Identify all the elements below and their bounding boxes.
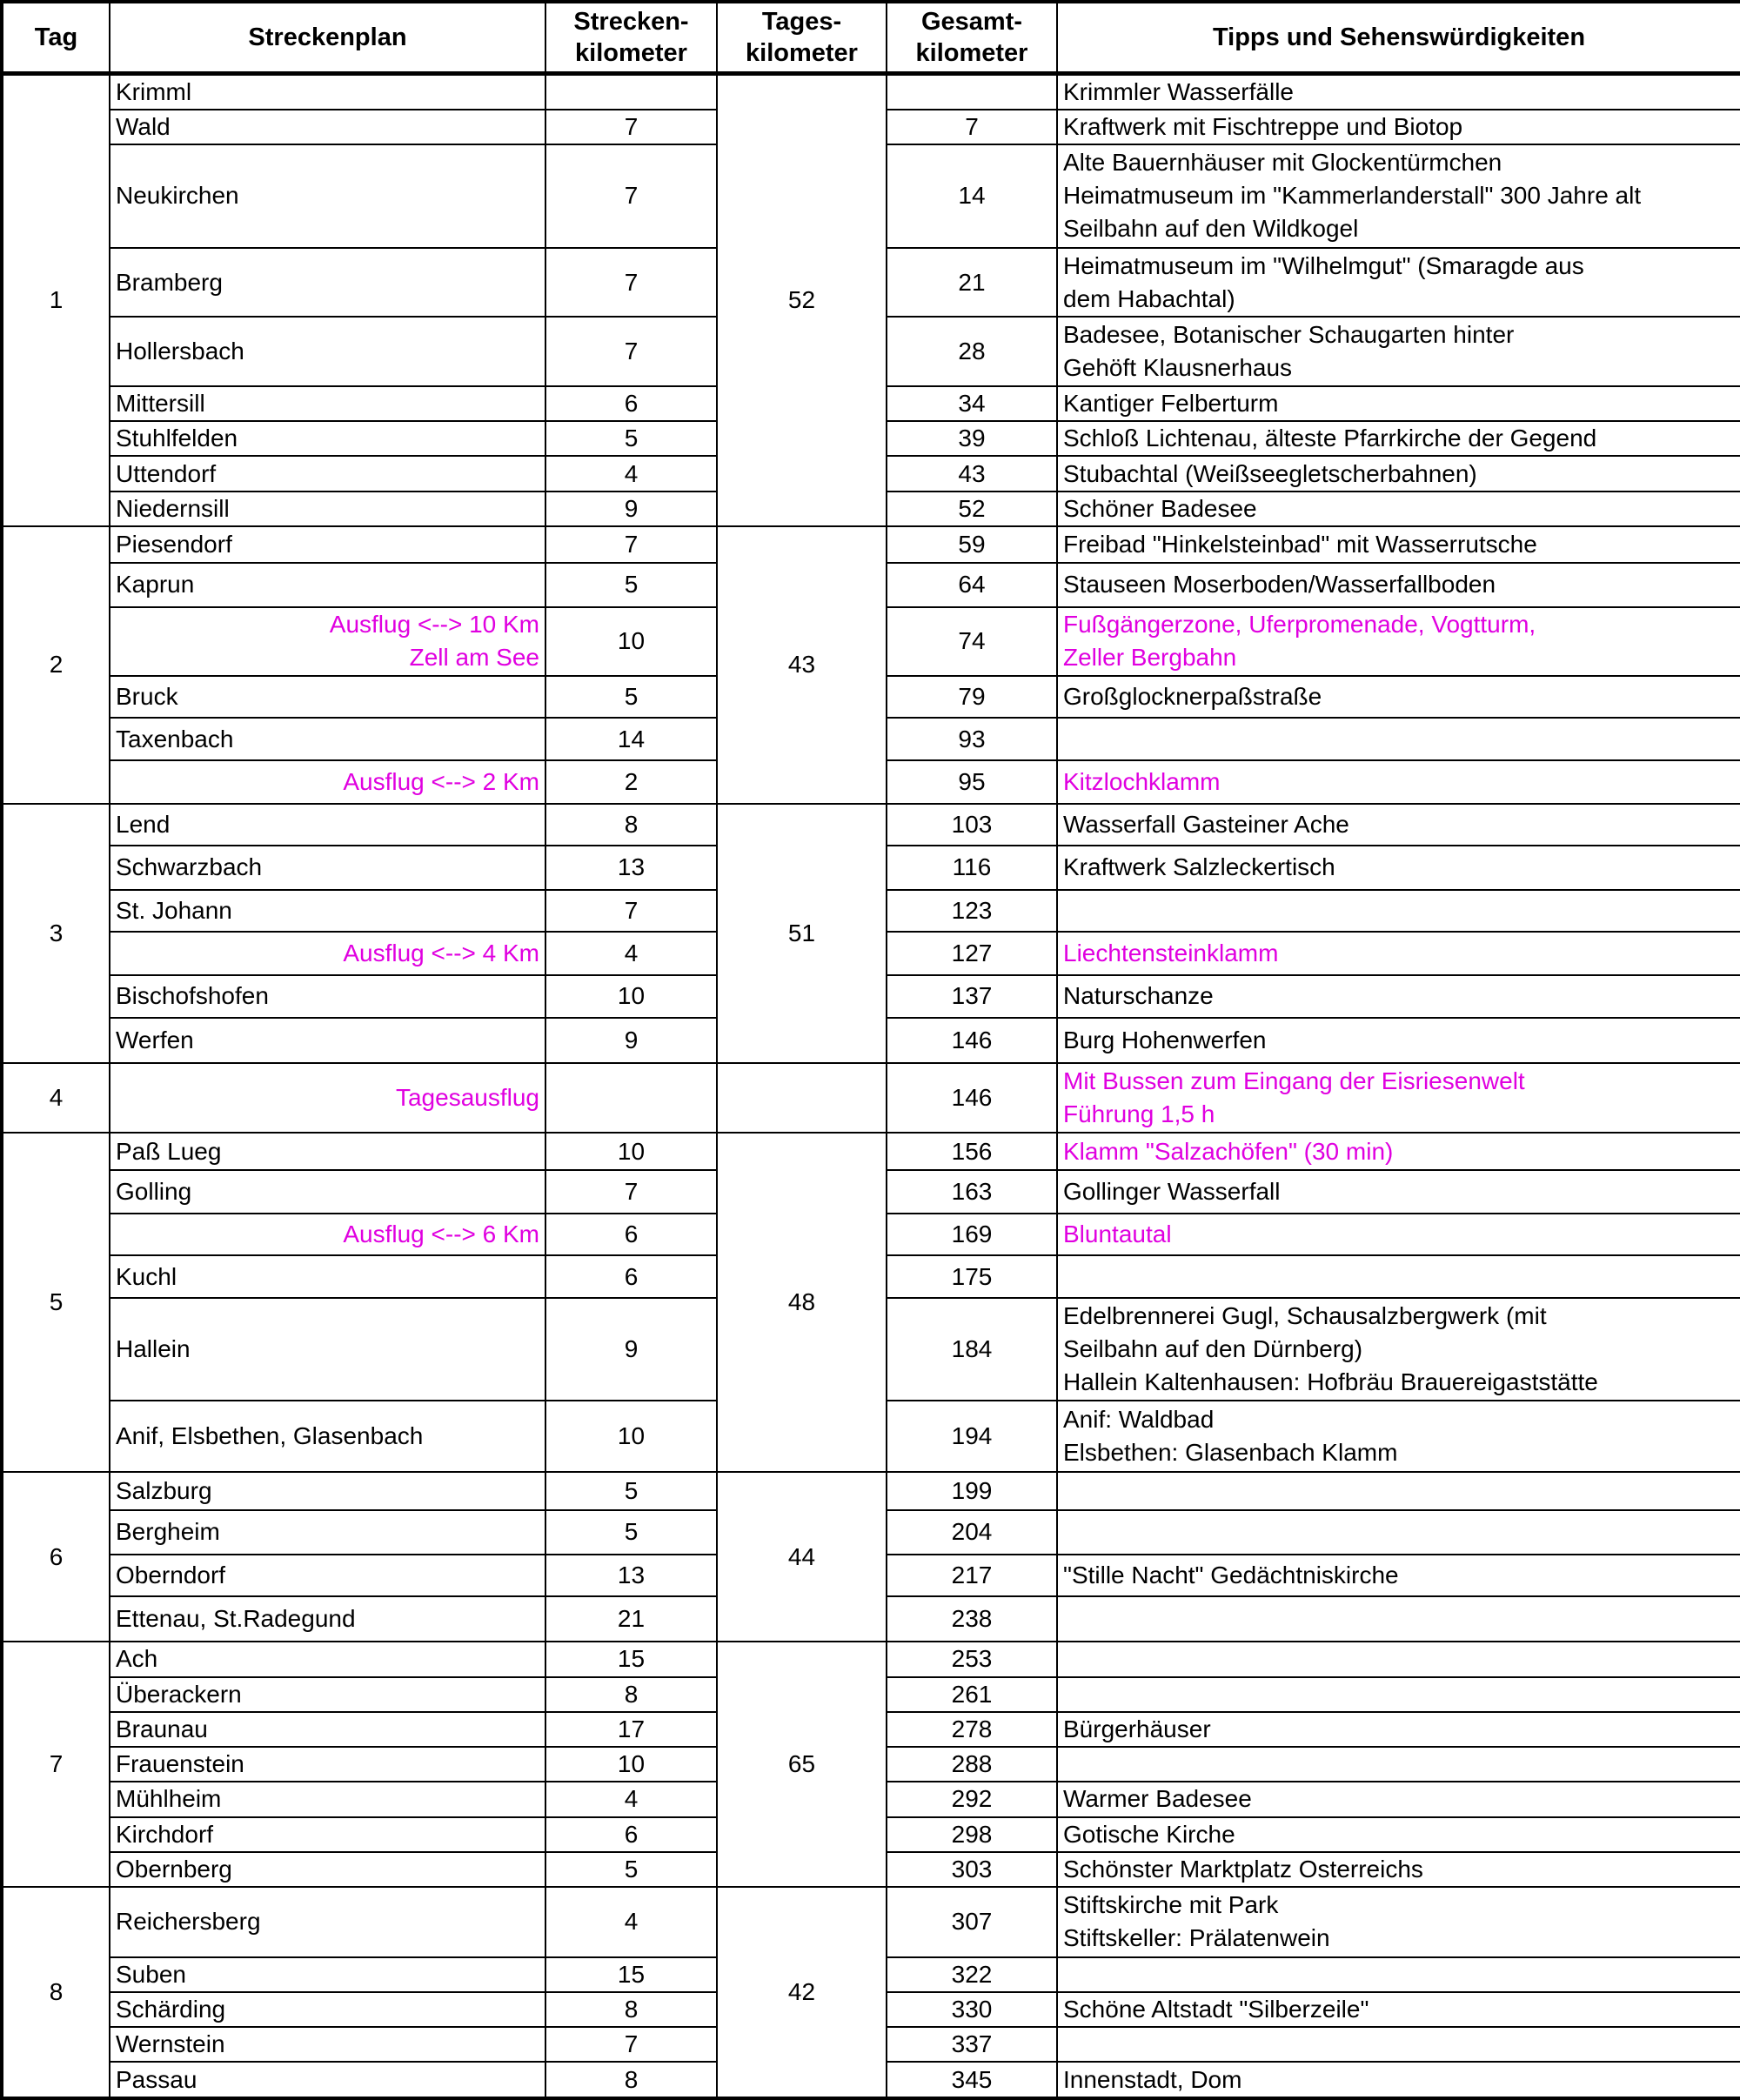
tip-line: Stauseen Moserboden/Wasserfallboden [1063, 571, 1496, 599]
tips-cell [1057, 144, 1740, 248]
segment-km-cell: 10 [545, 1133, 717, 1169]
total-km-cell: 337 [887, 2027, 1057, 2062]
tips-cell [1057, 563, 1740, 606]
header-segment-km: Strecken- kilometer [545, 2, 717, 73]
tip-line: Gotische Kirche [1063, 1820, 1235, 1848]
tips-cell [1057, 676, 1740, 718]
day-number-cell: 1 [2, 73, 110, 526]
segment-km-cell: 6 [545, 1214, 717, 1255]
tip-line: dem Habachtal) [1063, 284, 1235, 312]
total-km-cell: 156 [887, 1133, 1057, 1169]
tip-line: Zeller Bergbahn [1063, 644, 1237, 672]
total-km-cell: 127 [887, 932, 1057, 975]
tip-line: Fußgängerzone, Uferpromenade, Vogtturm, [1063, 611, 1536, 639]
tip-line: Anif: Waldbad [1063, 1406, 1215, 1434]
segment-km-cell: 9 [545, 492, 717, 526]
tips-cell [1057, 248, 1740, 318]
place-cell: Ausflug <--> 4 Km [110, 932, 545, 975]
place-cell: Mittersill [110, 386, 545, 421]
segment-km-cell: 21 [545, 1596, 717, 1642]
segment-km-cell: 9 [545, 1298, 717, 1401]
total-km-cell: 330 [887, 1992, 1057, 2027]
segment-km-cell: 14 [545, 718, 717, 759]
place-cell: Ausflug <--> 2 Km [110, 760, 545, 804]
tip-line: Burg Hohenwerfen [1063, 1026, 1267, 1053]
total-km-cell: 345 [887, 2062, 1057, 2098]
total-km-cell: 303 [887, 1852, 1057, 1887]
tips-cell [1057, 1555, 1740, 1596]
segment-km-cell: 6 [545, 1817, 717, 1852]
segment-km-cell: 5 [545, 1852, 717, 1887]
table-row [2, 1133, 1740, 1169]
segment-km-cell: 7 [545, 110, 717, 144]
tips-cell [1057, 1018, 1740, 1063]
place-cell: Uttendorf [110, 456, 545, 491]
place-cell: Hollersbach [110, 317, 545, 386]
tip-line: Kantiger Felberturm [1063, 389, 1279, 417]
place-cell: Überackern [110, 1677, 545, 1712]
tips-cell [1057, 1596, 1740, 1642]
table-row [2, 1472, 1740, 1510]
segment-km-cell: 17 [545, 1712, 717, 1747]
tip-line: Schloß Lichtenau, älteste Pfarrkirche der Gegend [1063, 425, 1597, 452]
total-km-cell: 95 [887, 760, 1057, 804]
total-km-cell: 253 [887, 1642, 1057, 1676]
total-km-cell [887, 73, 1057, 110]
tips-cell [1057, 1063, 1740, 1134]
tips-cell [1057, 386, 1740, 421]
place-cell: Kirchdorf [110, 1817, 545, 1852]
segment-km-cell: 5 [545, 421, 717, 456]
day-number-cell: 8 [2, 1887, 110, 2098]
total-km-cell: 194 [887, 1401, 1057, 1472]
tip-line: Kitzlochklamm [1063, 767, 1221, 795]
place-cell: Anif, Elsbethen, Glasenbach [110, 1401, 545, 1472]
segment-km-cell: 4 [545, 1782, 717, 1816]
tips-cell [1057, 2027, 1740, 2062]
tips-cell [1057, 1298, 1740, 1401]
place-cell: Golling [110, 1170, 545, 1214]
total-km-cell: 64 [887, 563, 1057, 606]
place-cell: Ach [110, 1642, 545, 1676]
total-km-cell: 123 [887, 890, 1057, 932]
segment-km-cell: 10 [545, 607, 717, 677]
total-km-cell: 34 [887, 386, 1057, 421]
segment-km-cell: 7 [545, 144, 717, 248]
tip-line: Führung 1,5 h [1063, 1100, 1215, 1128]
segment-km-cell: 13 [545, 846, 717, 889]
place-cell: Reichersberg [110, 1887, 545, 1957]
tip-line: Schönster Marktplatz Osterreichs [1063, 1855, 1423, 1883]
place-cell: Bruck [110, 676, 545, 718]
tip-line: Schöne Altstadt "Silberzeile" [1063, 1996, 1369, 2023]
total-km-cell: 103 [887, 804, 1057, 846]
tips-cell [1057, 317, 1740, 386]
tip-line: Klamm "Salzachöfen" (30 min) [1063, 1137, 1394, 1165]
day-km-cell: 52 [717, 73, 887, 526]
segment-km-cell: 10 [545, 975, 717, 1017]
tip-line: Warmer Badesee [1063, 1785, 1252, 1813]
place-cell: Lend [110, 804, 545, 846]
segment-km-cell: 4 [545, 932, 717, 975]
tips-cell [1057, 1170, 1740, 1214]
total-km-cell: 169 [887, 1214, 1057, 1255]
total-km-cell: 199 [887, 1472, 1057, 1510]
table-row [2, 526, 1740, 563]
tip-line: Elsbethen: Glasenbach Klamm [1063, 1439, 1398, 1467]
tips-cell [1057, 492, 1740, 526]
total-km-cell: 292 [887, 1782, 1057, 1816]
tips-cell [1057, 890, 1740, 932]
tip-line: Schöner Badesee [1063, 494, 1257, 522]
tip-line: Mit Bussen zum Eingang der Eisriesenwelt [1063, 1067, 1525, 1095]
tips-cell [1057, 1852, 1740, 1887]
place-cell: Ettenau, St.Radegund [110, 1596, 545, 1642]
segment-km-cell: 7 [545, 248, 717, 318]
place-cell: Suben [110, 1957, 545, 1992]
place-cell [110, 607, 545, 677]
segment-km-cell: 8 [545, 2062, 717, 2098]
tips-cell [1057, 1887, 1740, 1957]
tips-cell [1057, 846, 1740, 889]
segment-km-cell: 7 [545, 317, 717, 386]
tip-line: Badesee, Botanischer Schaugarten hinter [1063, 321, 1515, 349]
tip-line: Kraftwerk mit Fischtreppe und Biotop [1063, 112, 1463, 140]
place-cell: St. Johann [110, 890, 545, 932]
total-km-cell: 28 [887, 317, 1057, 386]
total-km-cell: 163 [887, 1170, 1057, 1214]
total-km-cell: 74 [887, 607, 1057, 677]
tip-line: Naturschanze [1063, 982, 1214, 1010]
day-number-cell: 7 [2, 1642, 110, 1887]
place-cell: Niedernsill [110, 492, 545, 526]
tips-cell [1057, 1472, 1740, 1510]
total-km-cell: 278 [887, 1712, 1057, 1747]
place-cell: Krimml [110, 73, 545, 110]
total-km-cell: 175 [887, 1255, 1057, 1297]
day-km-cell: 48 [717, 1133, 887, 1472]
segment-km-cell: 15 [545, 1957, 717, 1992]
tip-line: Kraftwerk Salzleckertisch [1063, 853, 1335, 881]
total-km-cell: 261 [887, 1677, 1057, 1712]
place-cell: Bischofshofen [110, 975, 545, 1017]
segment-km-cell: 13 [545, 1555, 717, 1596]
header-tips: Tipps und Sehenswürdigkeiten [1057, 2, 1740, 73]
place-cell: Piesendorf [110, 526, 545, 563]
place-cell: Tagesausflug [110, 1063, 545, 1134]
tip-line: Seilbahn auf den Dürnberg) [1063, 1335, 1363, 1363]
total-km-cell: 137 [887, 975, 1057, 1017]
tips-cell [1057, 1255, 1740, 1297]
place-cell: Paß Lueg [110, 1133, 545, 1169]
segment-km-cell: 5 [545, 676, 717, 718]
tip-line: Freibad "Hinkelsteinbad" mit Wasserrutsche [1063, 531, 1537, 558]
place-cell: Werfen [110, 1018, 545, 1063]
day-number-cell: 3 [2, 804, 110, 1063]
tips-cell [1057, 1747, 1740, 1782]
tip-line: Alte Bauernhäuser mit Glockentürmchen [1063, 149, 1502, 177]
tip-line: Seilbahn auf den Wildkogel [1063, 215, 1359, 243]
total-km-cell: 116 [887, 846, 1057, 889]
tips-cell [1057, 73, 1740, 110]
tip-line: Bürgerhäuser [1063, 1715, 1211, 1742]
place-line: Ausflug <--> 10 Km [329, 611, 539, 639]
tip-line: Edelbrennerei Gugl, Schausalzbergwerk (mit [1063, 1302, 1547, 1330]
table-row [2, 1642, 1740, 1676]
segment-km-cell: 2 [545, 760, 717, 804]
place-cell: Kaprun [110, 563, 545, 606]
place-cell: Braunau [110, 1712, 545, 1747]
segment-km-cell: 7 [545, 1170, 717, 1214]
total-km-cell: 39 [887, 421, 1057, 456]
total-km-cell: 14 [887, 144, 1057, 248]
tips-cell [1057, 2062, 1740, 2098]
tips-cell [1057, 110, 1740, 144]
segment-km-cell: 8 [545, 1677, 717, 1712]
day-number-cell: 2 [2, 526, 110, 804]
total-km-cell: 322 [887, 1957, 1057, 1992]
day-km-cell: 65 [717, 1642, 887, 1887]
place-cell: Obernberg [110, 1852, 545, 1887]
tip-line: Großglocknerpaßstraße [1063, 683, 1322, 711]
day-number-cell: 5 [2, 1133, 110, 1472]
header-total-km: Gesamt- kilometer [887, 2, 1057, 73]
header-day-km: Tages- kilometer [717, 2, 887, 73]
total-km-cell: 93 [887, 718, 1057, 759]
table-row [2, 1887, 1740, 1957]
segment-km-cell: 7 [545, 2027, 717, 2062]
tips-cell [1057, 804, 1740, 846]
tips-cell [1057, 1510, 1740, 1554]
segment-km-cell: 4 [545, 1887, 717, 1957]
segment-km-cell: 6 [545, 386, 717, 421]
place-cell: Kuchl [110, 1255, 545, 1297]
tip-line: Gollinger Wasserfall [1063, 1177, 1281, 1205]
place-cell: Passau [110, 2062, 545, 2098]
segment-km-cell: 4 [545, 456, 717, 491]
total-km-cell: 307 [887, 1887, 1057, 1957]
tips-cell [1057, 1401, 1740, 1472]
total-km-cell: 59 [887, 526, 1057, 563]
place-cell: Wald [110, 110, 545, 144]
total-km-cell: 184 [887, 1298, 1057, 1401]
tip-line: Krimmler Wasserfälle [1063, 77, 1294, 105]
place-cell: Hallein [110, 1298, 545, 1401]
place-cell: Mühlheim [110, 1782, 545, 1816]
table-row [2, 1063, 1740, 1134]
tip-line: "Stille Nacht" Gedächtniskirche [1063, 1561, 1399, 1588]
tip-line: Stiftskirche mit Park [1063, 1891, 1279, 1919]
total-km-cell: 52 [887, 492, 1057, 526]
segment-km-cell: 15 [545, 1642, 717, 1676]
place-cell: Stuhlfelden [110, 421, 545, 456]
tips-cell [1057, 526, 1740, 563]
place-cell: Frauenstein [110, 1747, 545, 1782]
day-km-cell: 44 [717, 1472, 887, 1642]
segment-km-cell: 5 [545, 563, 717, 606]
segment-km-cell: 9 [545, 1018, 717, 1063]
total-km-cell: 238 [887, 1596, 1057, 1642]
place-cell: Schwarzbach [110, 846, 545, 889]
place-cell: Ausflug <--> 6 Km [110, 1214, 545, 1255]
tips-cell [1057, 1214, 1740, 1255]
tips-cell [1057, 1133, 1740, 1169]
place-cell: Schärding [110, 1992, 545, 2027]
tips-cell [1057, 932, 1740, 975]
tips-cell [1057, 760, 1740, 804]
segment-km-cell: 5 [545, 1472, 717, 1510]
segment-km-cell: 7 [545, 890, 717, 932]
tips-cell [1057, 607, 1740, 677]
tip-line: Wasserfall Gasteiner Ache [1063, 811, 1349, 839]
tip-line: Heimatmuseum im "Wilhelmgut" (Smaragde aus [1063, 251, 1584, 279]
place-cell: Salzburg [110, 1472, 545, 1510]
day-km-cell: 51 [717, 804, 887, 1063]
place-cell: Bergheim [110, 1510, 545, 1554]
tips-cell [1057, 1712, 1740, 1747]
table-body [2, 73, 1740, 2098]
tips-cell [1057, 456, 1740, 491]
table-header-row [2, 2, 1740, 73]
total-km-cell: 43 [887, 456, 1057, 491]
place-line: Zell am See [409, 644, 539, 672]
total-km-cell: 7 [887, 110, 1057, 144]
total-km-cell: 79 [887, 676, 1057, 718]
day-number-cell: 6 [2, 1472, 110, 1642]
segment-km-cell: 6 [545, 1255, 717, 1297]
day-number-cell: 4 [2, 1063, 110, 1134]
place-cell: Taxenbach [110, 718, 545, 759]
tip-line: Innenstadt, Dom [1063, 2065, 1242, 2093]
header-route: Streckenplan [110, 2, 545, 73]
tip-line: Bluntautal [1063, 1221, 1172, 1248]
tips-cell [1057, 1677, 1740, 1712]
place-cell: Bramberg [110, 248, 545, 318]
tip-line: Liechtensteinklamm [1063, 940, 1279, 967]
total-km-cell: 146 [887, 1063, 1057, 1134]
segment-km-cell: 7 [545, 526, 717, 563]
segment-km-cell: 10 [545, 1401, 717, 1472]
segment-km-cell: 8 [545, 1992, 717, 2027]
tips-cell [1057, 975, 1740, 1017]
table-row [2, 804, 1740, 846]
total-km-cell: 146 [887, 1018, 1057, 1063]
day-km-cell: 42 [717, 1887, 887, 2098]
tip-line: Heimatmuseum im "Kammerlanderstall" 300 Jahre alt [1063, 182, 1642, 210]
segment-km-cell: 10 [545, 1747, 717, 1782]
segment-km-cell: 5 [545, 1510, 717, 1554]
tip-line: Hallein Kaltenhausen: Hofbräu Brauereigaststätte [1063, 1368, 1598, 1396]
place-cell: Oberndorf [110, 1555, 545, 1596]
tips-cell [1057, 1817, 1740, 1852]
total-km-cell: 21 [887, 248, 1057, 318]
place-cell: Neukirchen [110, 144, 545, 248]
total-km-cell: 217 [887, 1555, 1057, 1596]
tips-cell [1057, 1782, 1740, 1816]
tips-cell [1057, 1642, 1740, 1676]
total-km-cell: 298 [887, 1817, 1057, 1852]
tip-line: Stiftskeller: Prälatenwein [1063, 1924, 1330, 1952]
tips-cell [1057, 1957, 1740, 1992]
tip-line: Stubachtal (Weißseegletscherbahnen) [1063, 459, 1477, 487]
segment-km-cell: 8 [545, 804, 717, 846]
tip-line: Gehöft Klausnerhaus [1063, 354, 1293, 382]
tips-cell [1057, 421, 1740, 456]
total-km-cell: 288 [887, 1747, 1057, 1782]
tips-cell [1057, 718, 1740, 759]
header-tag: Tag [2, 2, 110, 73]
total-km-cell: 204 [887, 1510, 1057, 1554]
day-km-cell: 43 [717, 526, 887, 804]
segment-km-cell [545, 73, 717, 110]
segment-km-cell [545, 1063, 717, 1134]
place-cell: Wernstein [110, 2027, 545, 2062]
day-km-cell [717, 1063, 887, 1134]
tips-cell [1057, 1992, 1740, 2027]
table-row [2, 73, 1740, 110]
